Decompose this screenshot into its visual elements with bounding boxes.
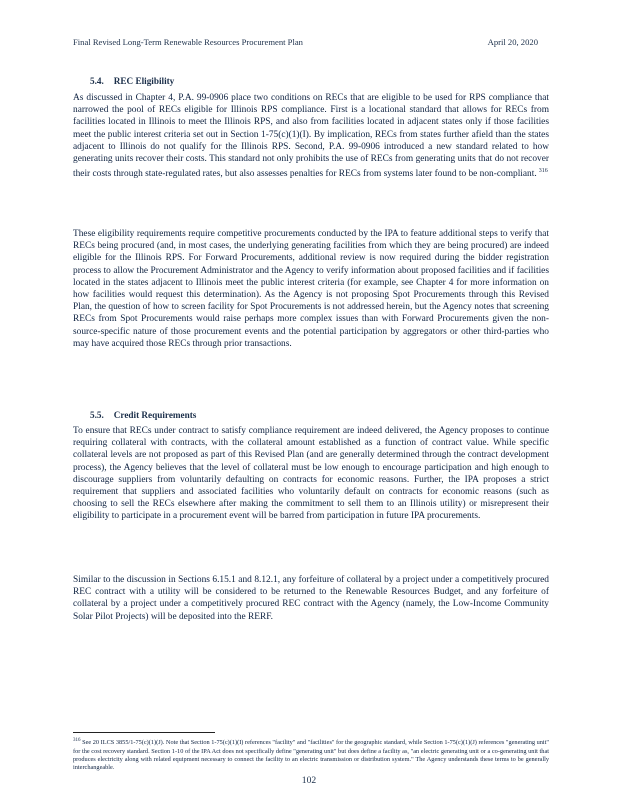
paragraph-rec-eligibility-1 bbox=[73, 92, 549, 181]
footnote-text: See 20 ILCS 3855/1-75(c)(1)(J). Note that Section 1-75(c)(1)(I) references "facility" and "facilities" for the geographic standard, while Section 1-75(c)(1)(J) references "generating unit" for the cost recovery standard. Section 1-10 of the IPA Act does not specifically define "generating unit" but does define a facility as, "an electric generating unit or a co-generating unit that produces electricity along with related equipment necessary to connect the facility to an electric transmission or distribution system." The Agency understands these terms to be generally interchangeable. bbox=[73, 739, 549, 772]
paragraph-credit-requirements-1: To ensure that RECs under contract to satisfy compliance requirement are indeed delivered, the Agency proposes to continue requiring collateral with contracts, with the collateral amount established as a function of contract value. While specific collateral levels are not proposed as part of this Revised Plan (and are generally determined through the contract development process), the Agency believes that the level of collateral must be low enough to encourage participation and high enough to discourage suppliers from voluntarily defaulting on contracts for economic reasons. Further, the IPA proposes a strict requirement that suppliers and associated facilities who voluntarily default on contracts for economic reasons (such as choosing to sell the RECs elsewhere after making the commitment to sell them to an Illinois utility) or misrepresent their eligibility to participate in a procurement event will be barred from participation in future IPA procurements. bbox=[73, 426, 549, 522]
footnote-separator bbox=[73, 732, 215, 733]
section-number: 5.4. bbox=[90, 76, 104, 86]
section-heading-rec-eligibility bbox=[90, 76, 174, 86]
footnote-marker: 316 bbox=[73, 738, 81, 743]
paragraph-rec-eligibility-2: These eligibility requirements require competitive procurements conducted by the IPA to feature additional steps to verify that RECs being procured (and, in most cases, the underlying generating facilities from which they are being procured) are indeed eligible for the Illinois RPS. For Forward Procurements, additional review is now required during the bidder registration process to allow the Procurement Administrator and the Agency to verify information about proposed facilities and if facilities located in the states adjacent to Illinois meet the public interest criteria (for example, see Chapter 4 for more information on how facilities would request this determination). As the Agency is not proposing Spot Procurements through this Revised Plan, the question of how to screen facility for Spot Procurements is not addressed herein, but the Agency notes that screening RECs from Spot Procurements would raise perhaps more complex issues than with Forward Procurements given the non-source-specific nature of those procurement events and the potential participation by aggregators or other third-parties who may have acquired those RECs through prior transactions. bbox=[73, 229, 549, 349]
paragraph-text: As discussed in Chapter 4, P.A. 99-0906 place two conditions on RECs that are eligible to be used for RPS compliance that narrowed the pool of RECs eligible for Illinois RPS compliance. First is a locational standard that allows for RECs from facilities located in Illinois to meet the Illinois RPS, and also from facilities located in adjacent states only if those facilities meet the public interest criteria set out in Section 1-75(c)(1)(I). By implication, RECs from states further afield than the states adjacent to Illinois do not qualify for the Illinois RPS. Second, P.A. 99-0906 introduced a new standard related to how generating units recover their costs. This standard not only prohibits the use of RECs from generating units that do not recover their costs through state-regulated rates, but also assesses penalties for RECs from systems later found to be non-compliant. bbox=[73, 93, 549, 180]
paragraph-credit-requirements-2: Similar to the discussion in Sections 6.15.1 and 8.12.1, any forfeiture of collateral by a project under a competitively procured REC contract with a utility will be considered to be returned to the Renewable Resources Budget, and any forfeiture of collateral by a project under a competitively procured REC contract with the Agency (namely, the Low-Income Community Solar Pilot Projects) will be deposited into the RERF. bbox=[73, 575, 549, 622]
page-number: 102 bbox=[301, 775, 317, 786]
section-title: Credit Requirements bbox=[113, 410, 197, 420]
footnote bbox=[73, 737, 549, 773]
section-number: 5.5. bbox=[90, 410, 104, 420]
footnote-reference[interactable]: 316 bbox=[538, 168, 548, 175]
section-heading-credit-requirements bbox=[90, 410, 196, 420]
running-header-title: Final Revised Long-Term Renewable Resources Procurement Plan bbox=[73, 37, 303, 47]
running-header-date: April 20, 2020 bbox=[487, 37, 538, 47]
section-title: REC Eligibility bbox=[113, 76, 175, 86]
